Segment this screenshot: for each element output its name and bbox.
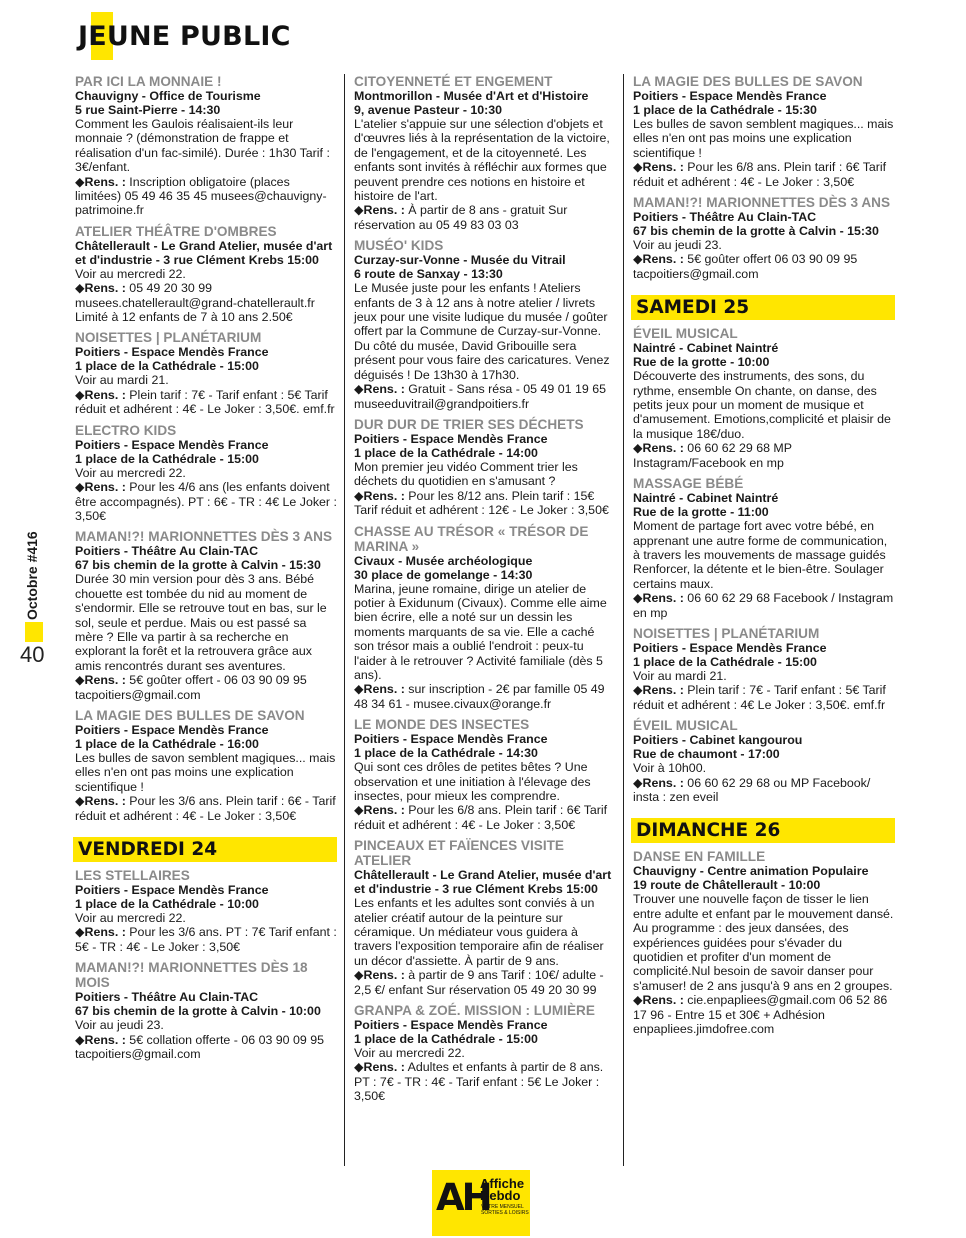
logo-name: Affiche Hebdo <box>480 1176 525 1203</box>
event-info <box>75 175 337 218</box>
event-info <box>75 1033 337 1062</box>
day-header: VENDREDI 24 <box>73 837 337 862</box>
event-listing <box>633 718 895 804</box>
event-description: Voir au mardi 21. <box>75 373 169 388</box>
info-text: Pour les 3/6 ans. Plein tarif : 6€ - Tarif réduit et adhérent : 4€ - Le Joker : 3,50€ <box>75 794 336 823</box>
event-description: L'atelier s'appuie sur une sélection d'objets et d'œuvres liés à la représentation de la victoire, de l'engagement, et de la citoyenneté. Les enfants sont invités à réfléchir aux formes que peuvent prendre ces notions en histoire et histoire de l'art. <box>354 117 610 204</box>
event-description: Découverte des instruments, des sons, du rythme, ensemble On chante, on danse, des petits jeux pour un moment de musique et d'amusement. Emotions,complicité et plaisir de la musique 18€/duo. <box>633 369 891 441</box>
event-title: MUSÉO' KIDS <box>354 238 444 254</box>
info-text: 06 60 62 29 68 Facebook / Instagram en mp <box>633 591 894 620</box>
event-info <box>633 160 895 189</box>
event-description: Marina, jeune romaine, dirige un atelier de potier à Exidunum (Civaux). Comme elle aime bien écrire, elle a noté sur un dessin les moments marquants de sa vie. Elle a caché son trésor mais a oublié l'endroit : peux-tu l'aider à le retrouver ? Activité familiale (dès 5 ans). <box>354 581 607 682</box>
event-title: MAMAN!?! MARIONNETTES DÈS 18 MOIS <box>75 960 308 991</box>
event-listing <box>633 195 895 281</box>
event-info <box>354 203 614 232</box>
info-label: ◆Rens. : <box>75 794 126 809</box>
info-label: ◆Rens. : <box>75 925 126 940</box>
event-listing <box>633 626 895 712</box>
info-text: à partir de 9 ans Tarif : 10€/ adulte - 2,5 €/ enfant Sur réservation 05 49 20 30 99 <box>354 968 604 997</box>
event-title: CHASSE AU TRÉSOR « TRÉSOR DE MARINA » <box>354 523 589 554</box>
event-venue: Naintré - Cabinet Naintré Rue de la grotte - 11:00 <box>633 491 779 520</box>
info-text: Plein tarif : 7€ - Tarif enfant : 5€ Tarif réduit et adhérent : 4€ - Le Joker : 3,50€. emf.fr <box>75 387 335 417</box>
event-listing <box>75 423 337 524</box>
column-3 <box>633 74 895 1042</box>
info-text: 5€ goûter offert 06 03 90 09 95 tacpoitiers@gmail.com <box>633 252 858 281</box>
event-info <box>75 281 337 324</box>
day-header: DIMANCHE 26 <box>631 818 895 843</box>
event-title: LA MAGIE DES BULLES DE SAVON <box>633 74 863 89</box>
event-info <box>633 441 895 470</box>
event-info <box>75 480 337 523</box>
info-label: ◆Rens. : <box>354 382 405 397</box>
event-listing <box>354 238 614 411</box>
event-venue: Chauvigny - Centre animation Populaire 19 route de Châtellerault - 10:00 <box>633 864 869 893</box>
event-title: MAMAN!?! MARIONNETTES DÈS 3 ANS <box>75 529 333 545</box>
column-1 <box>75 74 337 1067</box>
event-venue: Naintré - Cabinet Naintré Rue de la grotte - 10:00 <box>633 341 779 370</box>
info-label: ◆Rens. : <box>354 803 405 818</box>
event-venue: Poitiers - Espace Mendès France 1 place de la Cathédrale - 15:30 <box>633 89 827 117</box>
info-text: Pour les 6/8 ans. Plein tarif : 6€ Tarif réduit et adhérent : 4€ - Le Joker : 3,50€ <box>633 160 887 189</box>
event-listing <box>75 708 337 823</box>
event-listing <box>75 224 337 325</box>
event-listing <box>354 1003 614 1104</box>
info-text: 5€ goûter offert - 06 03 90 09 95 tacpoitiers@gmail.com <box>75 673 307 702</box>
info-label: ◆Rens. : <box>354 203 405 218</box>
event-info <box>633 776 895 805</box>
event-venue: Poitiers - Théâtre Au Clain-TAC 67 bis chemin de la grotte à Calvin - 15:30 <box>75 544 321 573</box>
event-title: ATELIER THÉÂTRE D'OMBRES <box>75 223 277 239</box>
event-venue: Châtellerault - Le Grand Atelier, musée d'art et d'industrie - 3 rue Clément Krebs 15:00 <box>354 868 612 897</box>
event-title: DANSE EN FAMILLE <box>633 849 766 865</box>
column-divider <box>344 74 345 1166</box>
event-description: Mon premier jeu vidéo Comment trier les déchets du quotidien en s'amusant ? <box>354 459 578 489</box>
column-divider <box>623 74 624 1166</box>
event-title: CITOYENNETÉ ET ENGEMENT <box>354 74 553 89</box>
info-label: ◆Rens. : <box>354 682 405 697</box>
info-label: ◆Rens. : <box>75 387 126 402</box>
event-info <box>354 1060 614 1103</box>
event-info <box>354 489 614 518</box>
logo-tagline: VOTRE MENSUEL SORTIES & LOISIRS <box>481 1204 529 1216</box>
event-listing <box>633 74 895 189</box>
info-text: Pour les 3/6 ans. PT : 7€ Tarif enfant : 5€ - TR : 4€ - Le Joker : 3,50€ <box>75 925 337 954</box>
event-description: Voir au mercredi 22. <box>75 266 186 281</box>
issue-label: Octobre #416 <box>24 531 40 620</box>
event-listing <box>354 524 614 712</box>
info-text: Plein tarif : 7€ - Tarif enfant : 5€ Tarif réduit et adhérent : 4€ Le Joker : 3,50€. emf.fr <box>633 683 886 712</box>
info-label: ◆Rens. : <box>75 281 126 296</box>
event-description: Les enfants et les adultes sont conviés à un atelier créatif autour de la peinture sur céramique. Un médiateur vous guidera à travers l'exposition temporaire afin de réaliser un décor d'assiette. À partir de 9 ans. <box>354 896 604 968</box>
info-label: ◆Rens. : <box>633 591 684 606</box>
event-description: Qui sont ces drôles de petites bêtes ? Une observation et une initiation à l'élevage des insectes, pour mieux les comprendre. <box>354 760 591 803</box>
event-title: NOISETTES | PLANÉTARIUM <box>633 625 820 641</box>
event-listing <box>75 960 337 1061</box>
event-listing <box>75 74 337 218</box>
info-text: sur inscription - 2€ par famille 05 49 48 34 61 - musee.civaux@orange.fr <box>354 682 605 711</box>
event-title: PINCEAUX ET FAÏENCES VISITE ATELIER <box>354 838 564 869</box>
event-info <box>354 968 614 997</box>
event-description: Voir au mardi 21. <box>633 668 727 683</box>
event-title: DUR DUR DE TRIER SES DÉCHETS <box>354 416 584 432</box>
info-label: ◆Rens. : <box>354 488 405 503</box>
event-venue: Civaux - Musée archéologique 30 place de gomelange - 14:30 <box>354 553 533 582</box>
info-text: Pour les 8/12 ans. Plein tarif : 15€ Tarif réduit et adhérent : 12€ - Le Joker : 3,50€ <box>354 488 609 518</box>
info-label: ◆Rens. : <box>354 968 405 983</box>
info-text: Adultes et enfants à partir de 8 ans. PT : 7€ - TR : 4€ - Tarif enfant : 5€ Le Joker : 3,50€ <box>354 1060 604 1104</box>
event-title: LES STELLAIRES <box>75 868 190 883</box>
event-venue: Poitiers - Espace Mendès France 1 place de la Cathédrale - 15:00 <box>75 437 269 466</box>
event-venue: Poitiers - Théâtre Au Clain-TAC 67 bis chemin de la grotte à Calvin - 15:30 <box>633 210 879 239</box>
event-title: GRANPA & ZOÉ. MISSION : LUMIÈRE <box>354 1003 595 1019</box>
event-venue: Poitiers - Espace Mendès France 1 place de la Cathédrale - 15:00 <box>633 640 827 669</box>
event-listing <box>354 74 614 232</box>
info-text: Gratuit - Sans résa - 05 49 01 19 65 museeduvitrail@grandpoitiers.fr <box>354 382 606 411</box>
logo-letters: AH <box>436 1176 490 1219</box>
side-accent-bar <box>25 622 43 642</box>
event-venue: Poitiers - Cabinet kangourou Rue de chaumont - 17:00 <box>633 733 803 762</box>
info-label: ◆Rens. : <box>75 673 126 688</box>
info-text: Inscription obligatoire (places limitées) 05 49 46 35 45 musees@chauvigny-patrimoine.fr <box>75 174 327 218</box>
event-info <box>633 683 895 712</box>
event-title: ÉVEIL MUSICAL <box>633 718 738 734</box>
info-label: ◆Rens. : <box>75 174 126 189</box>
event-description: Voir au jeudi 23. <box>75 1018 164 1033</box>
event-venue: Poitiers - Espace Mendès France 1 place de la Cathédrale - 14:00 <box>354 431 548 460</box>
info-label: ◆Rens. : <box>75 480 126 495</box>
info-label: ◆Rens. : <box>633 252 684 267</box>
info-text: cie.enpapliees@gmail.com 06 52 86 17 96 - Entre 15 et 30€ + Adhésion enpapliees.jimdofree.com <box>633 993 888 1037</box>
info-label: ◆Rens. : <box>354 1060 405 1075</box>
info-text: Pour les 6/8 ans. Plein tarif : 6€ Tarif réduit et adhérent : 4€ - Le Joker : 3,50€ <box>354 803 608 832</box>
event-listing <box>75 868 337 954</box>
event-title: NOISETTES | PLANÉTARIUM <box>75 330 262 346</box>
event-venue: Poitiers - Espace Mendès France 1 place de la Cathédrale - 16:00 <box>75 722 269 751</box>
event-description: Voir au mercredi 22. <box>75 465 186 480</box>
event-venue: Curzay-sur-Vonne - Musée du Vitrail 6 route de Sanxay - 13:30 <box>354 253 566 282</box>
info-text: 06 60 62 29 68 MP Instagram/Facebook en mp <box>633 441 792 470</box>
info-label: ◆Rens. : <box>633 993 684 1008</box>
info-text: 5€ collation offerte - 06 03 90 09 95 tacpoitiers@gmail.com <box>75 1032 325 1062</box>
event-description: Les bulles de savon semblent magiques... mais elles n'en ont pas moins une explication scientifique ! <box>75 750 336 794</box>
info-label: ◆Rens. : <box>633 775 684 790</box>
affiche-hebdo-logo <box>432 1170 530 1236</box>
event-venue: Montmorillon - Musée d'Art et d'Histoire 9, avenue Pasteur - 10:30 <box>354 89 589 117</box>
event-description: Durée 30 min version pour dès 3 ans. Bébé chouette est tombée du nid au moment de s'endormir. Elle se retrouve tout en bas, sur le sol, seule et perdue. Mais ou est passé sa mère ? Elle va partir à sa recherche en explorant la forêt et la retrouvera grâce aux amis rencontrés durant ses aventures. <box>75 572 327 673</box>
event-description: Voir au mercredi 22. <box>354 1046 465 1061</box>
event-description: Le Musée juste pour les enfants ! Ateliers enfants de 3 à 12 ans à notre atelier / livrets jeux pour une visite ludique du musée / goûter offert par la Commune de Curzay-sur-Vonne. Du côté du musée, David Gribouille sera présent pour vous faire des caricatures. Venez déguisés ! De 13h30 à 17h30. <box>354 281 610 382</box>
event-title: PAR ICI LA MONNAIE ! <box>75 74 222 89</box>
event-title: ÉVEIL MUSICAL <box>633 326 738 342</box>
info-text: À partir de 8 ans - gratuit Sur réservation au 05 49 83 03 03 <box>354 203 568 232</box>
info-label: ◆Rens. : <box>75 1032 126 1047</box>
event-description: Voir au jeudi 23. <box>633 238 722 253</box>
event-venue: Poitiers - Espace Mendès France 1 place de la Cathédrale - 14:30 <box>354 732 548 761</box>
event-title: MAMAN!?! MARIONNETTES DÈS 3 ANS <box>633 195 891 211</box>
page-number: 40 <box>20 642 45 667</box>
event-description: Les bulles de savon semblent magiques... mais elles n'en ont pas moins une explication scientifique ! <box>633 117 894 160</box>
day-header: SAMEDI 25 <box>631 295 895 320</box>
event-venue: Châtellerault - Le Grand Atelier, musée d'art et d'industrie - 3 rue Clément Krebs 15:00 <box>75 238 333 267</box>
event-venue: Poitiers - Espace Mendès France 1 place de la Cathédrale - 15:00 <box>354 1018 548 1047</box>
info-text: 05 49 20 30 99 musees.chatellerault@grand-chatellerault.fr Limité à 12 enfants de 7 à 10 ans 2.50€ <box>75 281 315 325</box>
event-description: Comment les Gaulois réalisaient-ils leur monnaie ? (démonstration de frappe et réalisation d'un fac-similé). Durée : 1h30 Tarif : 3€/enfant. <box>75 117 330 175</box>
event-venue: Poitiers - Théâtre Au Clain-TAC 67 bis chemin de la grotte à Calvin - 10:00 <box>75 990 321 1019</box>
event-info <box>75 673 337 702</box>
info-label: ◆Rens. : <box>633 683 684 698</box>
event-listing <box>633 476 895 620</box>
event-listing <box>354 717 614 832</box>
event-listing <box>75 529 337 702</box>
event-info <box>354 682 614 711</box>
page-title <box>78 12 291 62</box>
event-title: MASSAGE BÉBÉ <box>633 476 744 492</box>
event-info <box>633 993 895 1036</box>
event-info <box>354 382 614 411</box>
event-description: Voir à 10h00. <box>633 761 707 776</box>
event-info <box>75 925 337 954</box>
info-text: Pour les 4/6 ans (les enfants doivent être accompagnés). PT : 6€ - TR : 4€ Le Joker : 3,50€ <box>75 480 337 523</box>
info-text: 06 60 62 29 68 ou MP Facebook/ insta : zen eveil <box>633 775 871 804</box>
event-info <box>75 388 337 417</box>
event-description: Trouver une nouvelle façon de tisser le lien entre adulte et enfant par le mouvement dansé. Au programme : des jeux dansées, des expériences guidées pour s'évader du quotidien et profiter d'un moment de complicité.Nul besoin de savoir danser pour s'amuser! de 2 ans jusqu'à 9 ans en 2 groupes. <box>633 892 894 993</box>
page-title-text: JEUNE PUBLIC <box>78 21 291 52</box>
event-description: Moment de partage fort avec votre bébé, en apprenant une autre forme de communication, à travers les mouvements de massage guidés Renforcer, la détente et le bien-être. Soulager certains maux. <box>633 519 888 591</box>
event-info <box>75 794 337 823</box>
event-title: LA MAGIE DES BULLES DE SAVON <box>75 707 305 723</box>
event-description: Voir au mercredi 22. <box>75 911 186 925</box>
event-listing <box>633 849 895 1036</box>
event-listing <box>75 330 337 416</box>
event-listing <box>354 838 614 997</box>
event-venue: Poitiers - Espace Mendès France 1 place de la Cathédrale - 15:00 <box>75 345 269 374</box>
event-listing <box>354 417 614 518</box>
event-info <box>354 803 614 832</box>
event-listing <box>633 326 895 470</box>
event-title: ELECTRO KIDS <box>75 422 177 438</box>
event-title: LE MONDE DES INSECTES <box>354 717 530 733</box>
event-venue: Poitiers - Espace Mendès France 1 place de la Cathédrale - 10:00 <box>75 883 269 911</box>
column-2 <box>354 74 614 1110</box>
info-label: ◆Rens. : <box>633 441 684 456</box>
info-label: ◆Rens. : <box>633 160 684 175</box>
event-venue: Chauvigny - Office de Tourisme 5 rue Saint-Pierre - 14:30 <box>75 89 261 117</box>
event-info <box>633 252 895 281</box>
event-info <box>633 591 895 620</box>
